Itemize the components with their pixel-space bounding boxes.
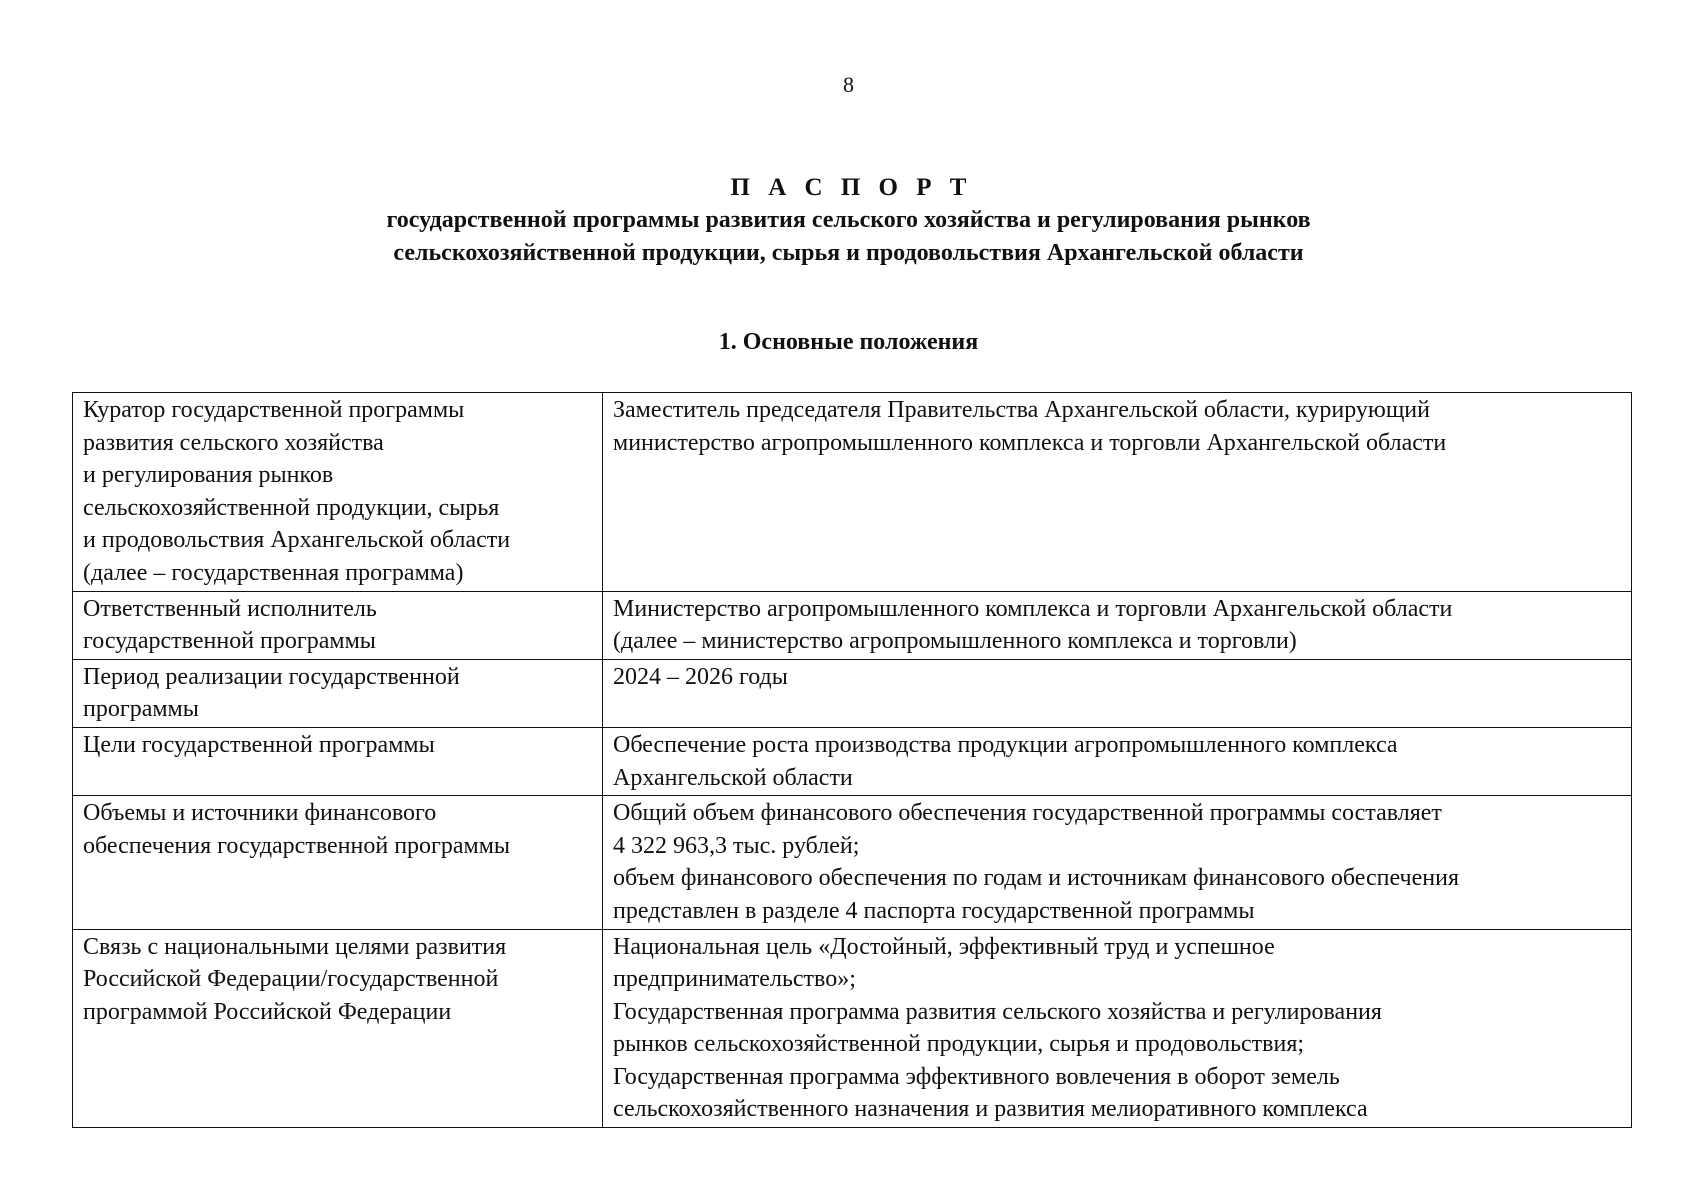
label-line: развития сельского хозяйства xyxy=(83,429,384,456)
value-line: Общий объем финансового обеспечения государственной программы составляет xyxy=(613,800,1442,827)
label-line: Объемы и источники финансового xyxy=(83,800,437,827)
label-line: и регулирования рынков xyxy=(83,462,334,489)
value-line: Архангельской области xyxy=(613,764,853,791)
row-label-cell xyxy=(73,929,603,1128)
table-row xyxy=(73,727,1632,795)
row-value-cell xyxy=(603,659,1632,727)
value-line: Государственная программа эффективного вовлечения в оборот земель xyxy=(613,1063,1340,1090)
label-line: Период реализации государственной xyxy=(83,663,460,690)
label-line: государственной программы xyxy=(83,628,376,655)
table-row xyxy=(73,393,1632,592)
label-line: Ответственный исполнитель xyxy=(83,595,377,622)
row-label-cell xyxy=(73,591,603,659)
row-value-cell xyxy=(603,727,1632,795)
label-line: программой Российской Федерации xyxy=(83,998,452,1025)
value-line: рынков сельскохозяйственной продукции, сырья и продовольствия; xyxy=(613,1031,1305,1058)
row-label-cell xyxy=(73,796,603,929)
table-row xyxy=(73,591,1632,659)
value-line: 4 322 963,3 тыс. рублей; xyxy=(613,832,860,859)
value-line: 2024 – 2026 годы xyxy=(613,663,788,690)
label-line: Связь с национальными целями развития xyxy=(83,933,507,960)
label-line: Цели государственной программы xyxy=(83,731,435,758)
value-line: Обеспечение роста производства продукции агропромышленного комплекса xyxy=(613,731,1398,758)
value-line: объем финансового обеспечения по годам и источникам финансового обеспечения xyxy=(613,865,1459,892)
document-subtitle-line: государственной программы развития сельского хозяйства и регулирования рынков xyxy=(386,207,1311,233)
label-line: обеспечения государственной программы xyxy=(83,832,511,859)
value-line: сельскохозяйственного назначения и развития мелиоративного комплекса xyxy=(613,1096,1368,1123)
label-line: Куратор государственной программы xyxy=(83,397,465,423)
document-header xyxy=(0,172,1697,270)
value-line: представлен в разделе 4 паспорта государственной программы xyxy=(613,897,1255,924)
label-line: (далее – государственная программа) xyxy=(83,559,464,586)
label-line: сельскохозяйственной продукции, сырья xyxy=(83,494,500,521)
value-line: Заместитель председателя Правительства Архангельской области, курирующий xyxy=(613,397,1430,423)
row-value-cell xyxy=(603,796,1632,929)
row-value-cell xyxy=(603,591,1632,659)
row-label-cell xyxy=(73,393,603,592)
value-line: Министерство агропромышленного комплекса и торговли Архангельской области xyxy=(613,595,1453,622)
table-row xyxy=(73,929,1632,1128)
value-line: министерство агропромышленного комплекса и торговли Архангельской области xyxy=(613,429,1447,456)
document-subtitle-line: сельскохозяйственной продукции, сырья и продовольствия Архангельской области xyxy=(393,240,1304,266)
page-number: 8 xyxy=(843,72,854,97)
value-line: Государственная программа развития сельского хозяйства и регулирования xyxy=(613,998,1382,1025)
row-value-cell xyxy=(603,393,1632,592)
label-line: программы xyxy=(83,696,199,723)
table-row xyxy=(73,796,1632,929)
label-line: и продовольствия Архангельской области xyxy=(83,527,511,554)
label-line: Российской Федерации/государственной xyxy=(83,966,499,993)
table-row xyxy=(73,659,1632,727)
passport-table xyxy=(72,392,1632,1128)
row-label-cell xyxy=(73,727,603,795)
section-heading: 1. Основные положения xyxy=(718,329,979,355)
value-line: предпринимательство»; xyxy=(613,966,856,993)
value-line: (далее – министерство агропромышленного комплекса и торговли) xyxy=(613,628,1297,655)
row-value-cell xyxy=(603,929,1632,1128)
document-title: П А С П О Р Т xyxy=(730,174,973,201)
value-line: Национальная цель «Достойный, эффективный труд и успешное xyxy=(613,933,1275,960)
row-label-cell xyxy=(73,659,603,727)
